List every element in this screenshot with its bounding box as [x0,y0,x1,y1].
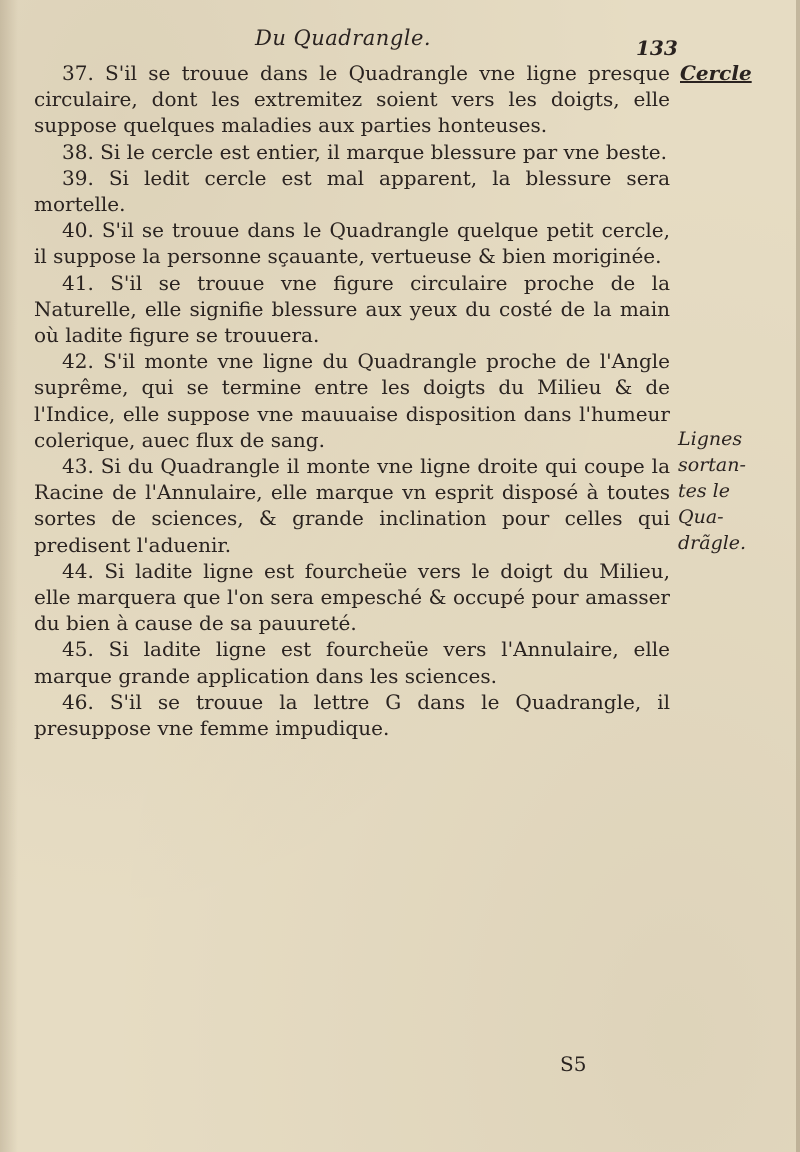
running-title: Du Quadrangle. [255,26,432,50]
margin-note-cercle: Cercle [680,61,752,85]
paragraph-text: S'il se trouue la lettre G dans le Quadrangle, il presuppose vne femme impudique. [34,689,671,741]
margin-note-line: drãgle. [678,532,747,554]
margin-note-line: sortan- [678,454,746,476]
paragraph-42 [34,348,670,453]
paragraph-text: S'il se trouue dans le Quadrangle quelque petit cercle, il suppose la personne sçauante, vertueuse & bien moriginée. [34,218,670,269]
paragraph-40 [34,217,670,269]
paragraph-text: Si ledit cercle est mal apparent, la blessure sera mortelle. [34,165,671,217]
page-edge [796,0,800,1152]
paragraph-number: 40. [62,218,94,243]
paragraph-43 [34,453,670,558]
paragraph-number: 39. [62,165,94,190]
paragraph-number: 44. [62,558,94,583]
margin-note-line: Lignes [678,428,743,450]
margin-note-line: tes le [678,480,730,502]
page-gutter-shadow [0,0,18,1152]
page-number: 133 [636,36,678,60]
paragraph-number: 41. [62,270,94,295]
paragraph-38 [34,139,670,165]
paragraph-text: Si du Quadrangle il monte vne ligne droite qui coupe la Racine de l'Annulaire, elle marque vn esprit disposé à toutes sortes de sciences, & grande inclination pour celles qui predisent l'aduenir. [34,454,670,557]
margin-note-line: Qua- [678,506,724,528]
paragraph-text: S'il monte vne ligne du Quadrangle proche de l'Angle suprême, qui se termine entre les doigts du Milieu & de l'Indice, elle suppose vne mauuaise disposition dans l'humeur colerique, auec flux de sang. [34,349,670,452]
paragraph-number: 46. [62,689,94,714]
paragraph-37 [34,60,670,139]
paragraph-39 [34,165,670,217]
paragraph-text: Si le cercle est entier, il marque blessure par vne beste. [100,139,667,164]
paragraph-46 [34,689,670,741]
paragraph-text: Si ladite ligne est fourcheüe vers le doigt du Milieu, elle marquera que l'on sera empesché & occupé pour amasser du bien à cause de sa pauureté. [34,558,671,636]
margin-note-lignes [678,426,788,556]
main-text [34,60,670,741]
paragraph-text: S'il se trouue vne figure circulaire proche de la Naturelle, elle signifie blessure aux yeux du costé de la main où ladite figure se trouuera. [34,270,670,348]
paragraph-text: Si ladite ligne est fourcheüe vers l'Annulaire, elle marque grande application dans les sciences. [34,637,670,688]
signature-mark: S5 [560,1052,587,1076]
paragraph-number: 43. [62,454,94,479]
paragraph-45 [34,636,670,688]
paragraph-41 [34,270,670,349]
paragraph-number: 45. [62,637,94,662]
paragraph-number: 37. [62,61,94,85]
paragraph-number: 38. [62,139,94,164]
paragraph-text: S'il se trouue dans le Quadrangle vne ligne presque circulaire, dont les extremitez soient vers les doigts, elle suppose quelques maladies aux parties honteuses. [34,61,670,138]
paragraph-number: 42. [62,349,94,374]
paragraph-44 [34,558,670,637]
